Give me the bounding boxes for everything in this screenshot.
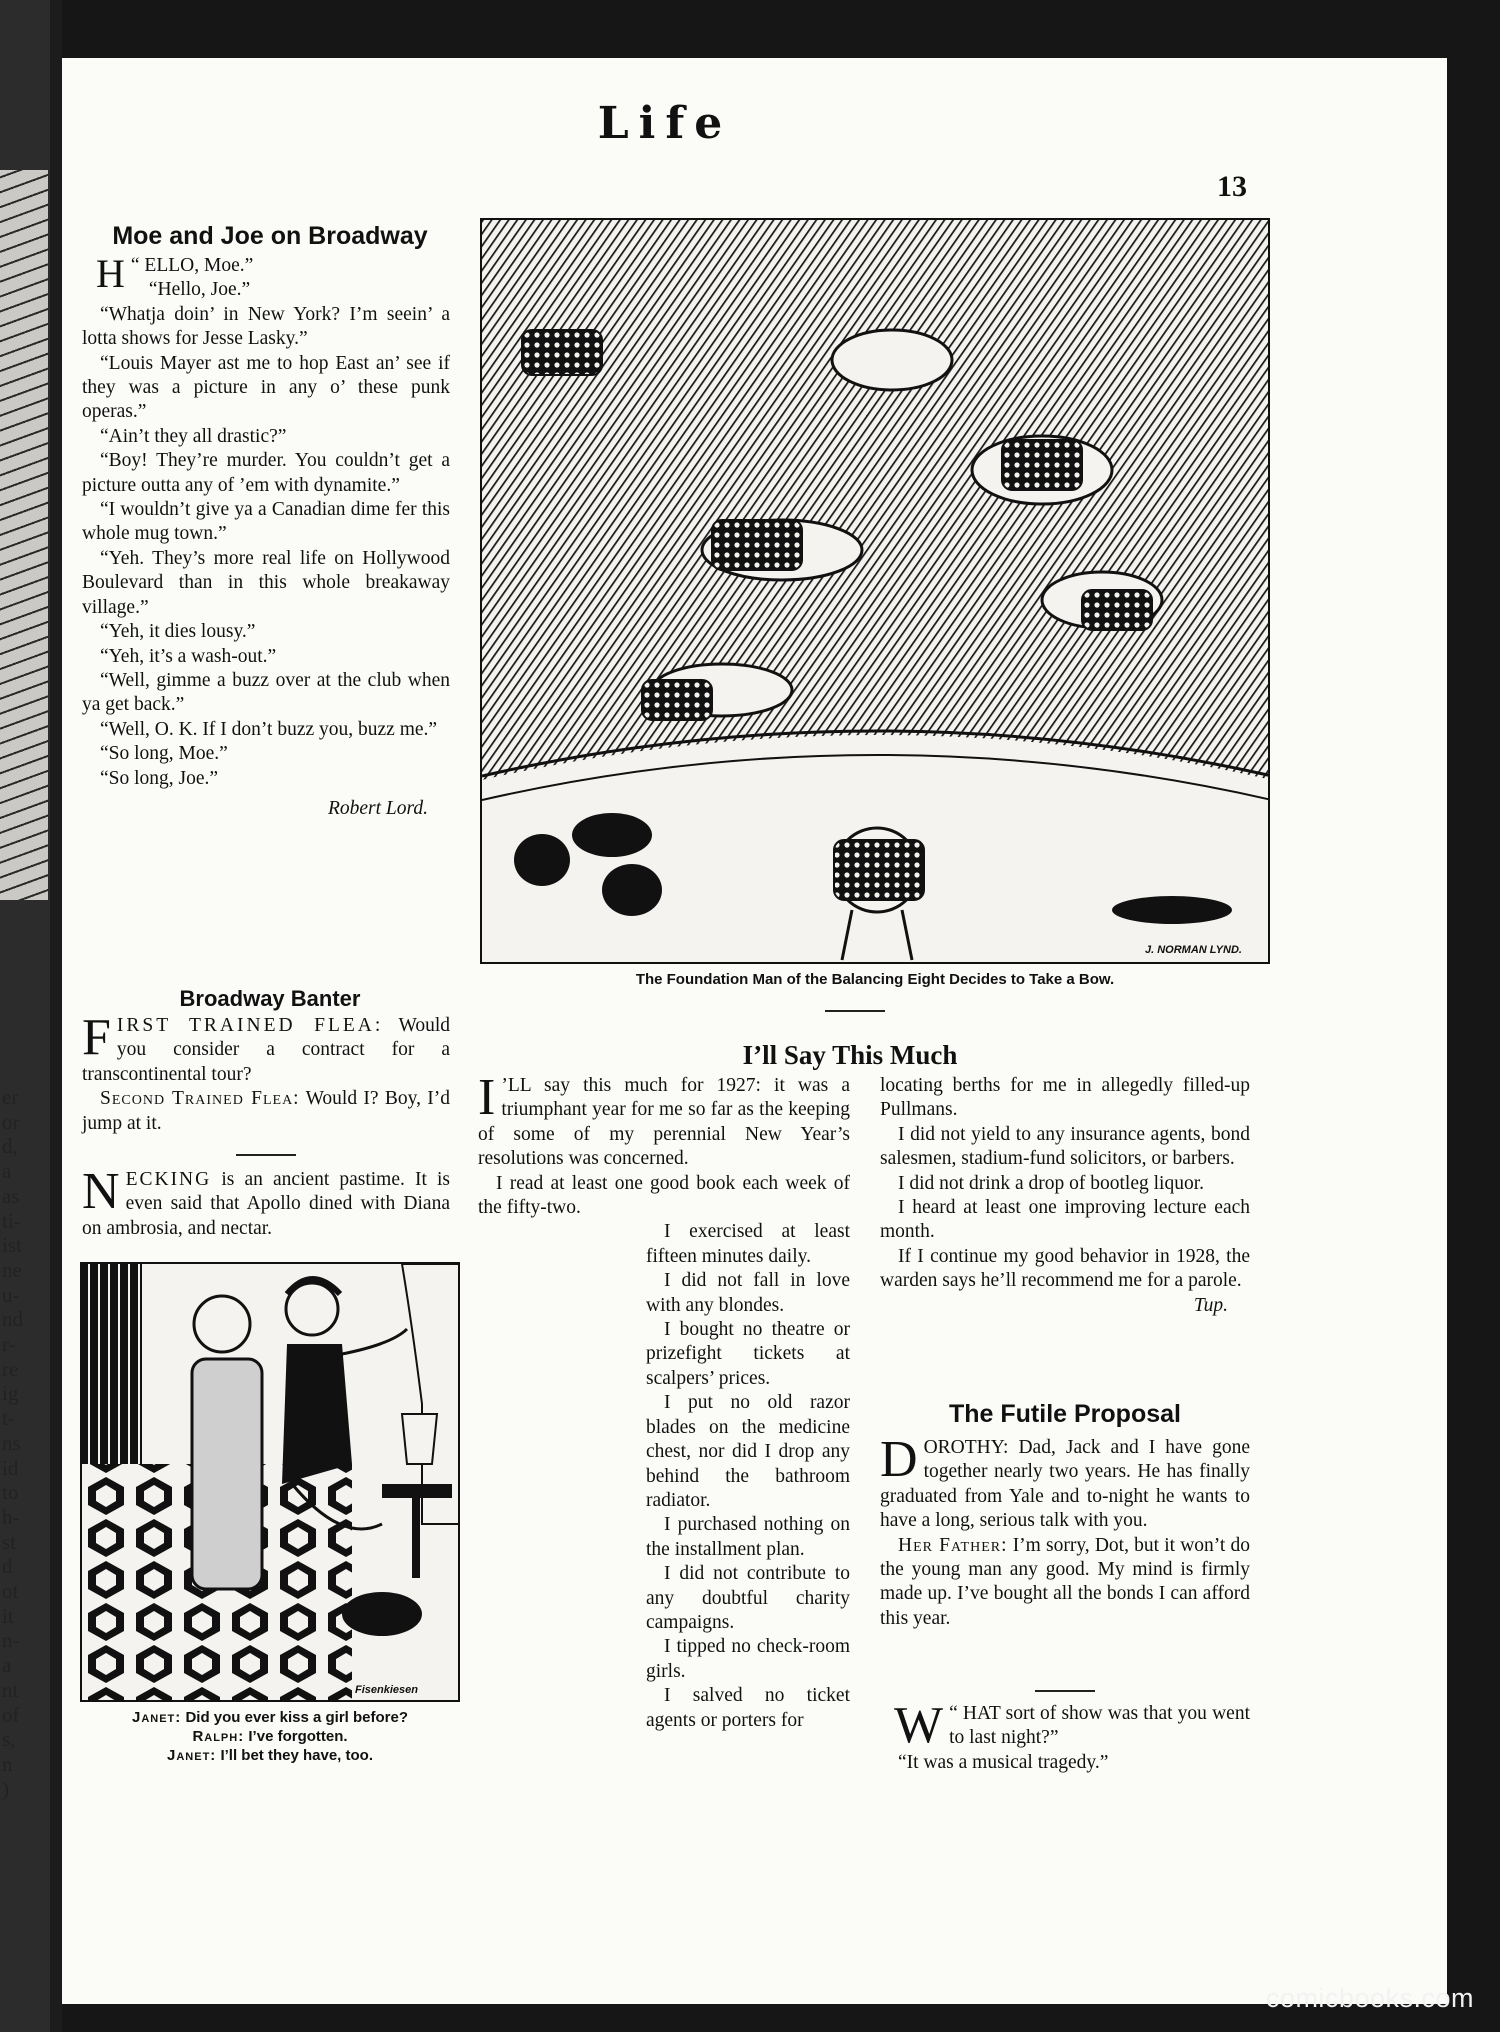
ill-say-paragraph: I heard at least one improving lecture each month. — [880, 1197, 1250, 1243]
caption-line: Janet: Did you ever kiss a girl before? — [131, 1709, 409, 1726]
ill-say-column-1 — [478, 1069, 850, 1733]
ill-say-paragraph: If I continue my good behavior in 1928, the warden says he’ll recommend me for a parole. — [880, 1245, 1250, 1292]
banter-dropcap: F — [82, 1009, 111, 1066]
banter-title: Broadway Banter — [179, 986, 361, 1011]
banter-article — [82, 1009, 451, 1136]
futile-dropcap: D — [880, 1431, 918, 1488]
ill-say-paragraph: I put no old razor blades on the medicine chest, nor did I drop any behind the bathroom radiator. — [646, 1392, 850, 1511]
moe-joe-dropcap: H — [96, 251, 125, 296]
caption-line: Janet: I’ll bet they have, too. — [167, 1747, 373, 1764]
ill-say-dropcap: I — [478, 1069, 496, 1126]
show-joke-dropcap: W — [894, 1697, 944, 1754]
moe-joe-line: “Hello, Joe.” — [148, 279, 251, 301]
moe-joe-line: “Louis Mayer ast me to hop East an’ see if they was a picture in any o’ these punk operas.” — [82, 352, 450, 423]
section-divider — [236, 1154, 296, 1156]
show-joke-question: W “ HAT sort of show was that you went to last night?” — [894, 1697, 1250, 1754]
section-divider — [1035, 1690, 1095, 1692]
ill-say-paragraph: I did not contribute to any doubtful charity campaigns. — [646, 1563, 850, 1633]
moe-joe-first-line: H “ ELLO, Moe.” — [96, 251, 254, 296]
ill-say-paragraph: I salved no ticket agents or porters for — [646, 1685, 850, 1731]
necking-article — [82, 1163, 450, 1241]
necking-dropcap: N — [82, 1163, 120, 1220]
ill-say-paragraph: I exercised at least fifteen minutes daily. — [646, 1221, 850, 1267]
moe-joe-signature: Robert Lord. — [327, 797, 428, 819]
futile-article — [880, 1431, 1251, 1631]
moe-joe-line: “Yeh, it dies lousy.” — [100, 621, 256, 643]
show-joke — [880, 1697, 1250, 1775]
ill-say-signature: Tup. — [1193, 1294, 1228, 1316]
moe-joe-line: “Yeh. They’s more real life on Hollywood Boulevard than in this whole breakaway village.” — [82, 547, 450, 618]
moe-joe-line: “Well, gimme a buzz over at the club when ya get back.” — [82, 669, 450, 716]
moe-joe-line: “Boy! They’re murder. You couldn’t get a picture outta any of ’em with dynamite.” — [82, 450, 450, 496]
couple-cartoon — [80, 1262, 460, 1702]
show-joke-answer: “It was a musical tragedy.” — [898, 1751, 1109, 1773]
caption-line: Ralph: I’ve forgotten. — [192, 1728, 348, 1745]
ill-say-paragraph: I tipped no check-room girls. — [646, 1636, 850, 1682]
ill-say-paragraph: I read at least one good book each week of the fifty-two. — [478, 1172, 850, 1219]
couple-cartoon-drawing — [82, 1264, 460, 1702]
ill-say-paragraph: locating berths for me in allegedly filled-up Pullmans. — [880, 1075, 1250, 1121]
moe-joe-line: “So long, Moe.” — [100, 743, 228, 765]
ill-say-paragraph: I did not fall in love with any blondes. — [646, 1270, 850, 1316]
top-cartoon-artist: J. NORMAN LYND. — [1145, 944, 1242, 956]
acrobat-cartoon — [480, 218, 1270, 964]
futile-paragraph-2: Her Father: I’m sorry, Dot, but it won’t do the young man any good. My mind is firmly made up. I’ve bought all the bonds I can afford this year. — [880, 1534, 1251, 1629]
ill-say-paragraph: I purchased nothing on the installment plan. — [646, 1514, 850, 1560]
adjacent-text-fragments: er or d, a as ti- ist ne u- nd r- re ig t- ns id to h- st d ot it n- a nt of s, n ) — [2, 1085, 23, 1801]
moe-joe-line: “I wouldn’t give ya a Canadian dime fer this whole mug town.” — [82, 499, 450, 545]
moe-joe-title: Moe and Joe on Broadway — [112, 222, 428, 250]
adjacent-page-strip — [0, 0, 62, 2032]
top-cartoon-caption: The Foundation Man of the Balancing Eight Decides to Take a Bow. — [635, 971, 1115, 988]
moe-joe-article — [82, 251, 450, 821]
adjacent-cartoon-edge — [0, 170, 48, 900]
ill-say-paragraph: I did not yield to any insurance agents, bond salesmen, stadium-fund solicitors, or barbers. — [880, 1123, 1250, 1170]
moe-joe-line: “So long, Joe.” — [100, 767, 219, 789]
ill-say-title: I’ll Say This Much — [742, 1040, 958, 1070]
page-number: 13 — [1217, 170, 1247, 203]
ill-say-paragraph: I bought no theatre or prizefight tickets at scalpers’ prices. — [646, 1319, 850, 1389]
ill-say-column-2 — [880, 1074, 1250, 1318]
necking-paragraph: NECKING is an ancient pastime. It is even said that Apollo dined with Diana on ambrosia, and nectar. — [82, 1163, 450, 1239]
masthead-logo: Life — [597, 98, 733, 149]
acrobat-cartoon-drawing — [482, 220, 1270, 964]
futile-title: The Futile Proposal — [949, 1400, 1181, 1428]
moe-joe-line: “Well, O. K. If I don’t buzz you, buzz me.” — [100, 718, 438, 740]
moe-joe-line: “Whatja doin’ in New York? I’m seein’ a lotta shows for Jesse Lasky.” — [82, 303, 450, 350]
banter-paragraph-2: Second Trained Flea: Would I? Boy, I’d jump at it. — [82, 1088, 451, 1134]
ill-say-indented-block — [478, 1220, 850, 1733]
banter-paragraph-1: FIRST TRAINED FLEA: Would you consider a contract for a transcontinental tour? — [82, 1009, 450, 1085]
futile-paragraph-1: DOROTHY: Dad, Jack and I have gone together nearly two years. He has finally graduated from Yale and to-night he wants to have a long, serious talk with you. — [880, 1431, 1250, 1532]
section-divider — [825, 1010, 885, 1012]
moe-joe-line: “Ain’t they all drastic?” — [100, 425, 287, 447]
ill-say-paragraph: I ’LL say this much for 1927: it was a triumphant year for me so far as the keeping of some of my perennial New Year’s resolutions was concerned. — [478, 1069, 850, 1170]
bottom-cartoon-caption — [80, 1708, 460, 1765]
site-watermark: comicbooks.com — [1265, 1983, 1474, 2013]
ill-say-paragraph: I did not drink a drop of bootleg liquor. — [898, 1172, 1205, 1194]
bottom-cartoon-artist: Fisenkiesen — [355, 1684, 418, 1696]
moe-joe-line: “Yeh, it’s a wash-out.” — [100, 645, 277, 667]
